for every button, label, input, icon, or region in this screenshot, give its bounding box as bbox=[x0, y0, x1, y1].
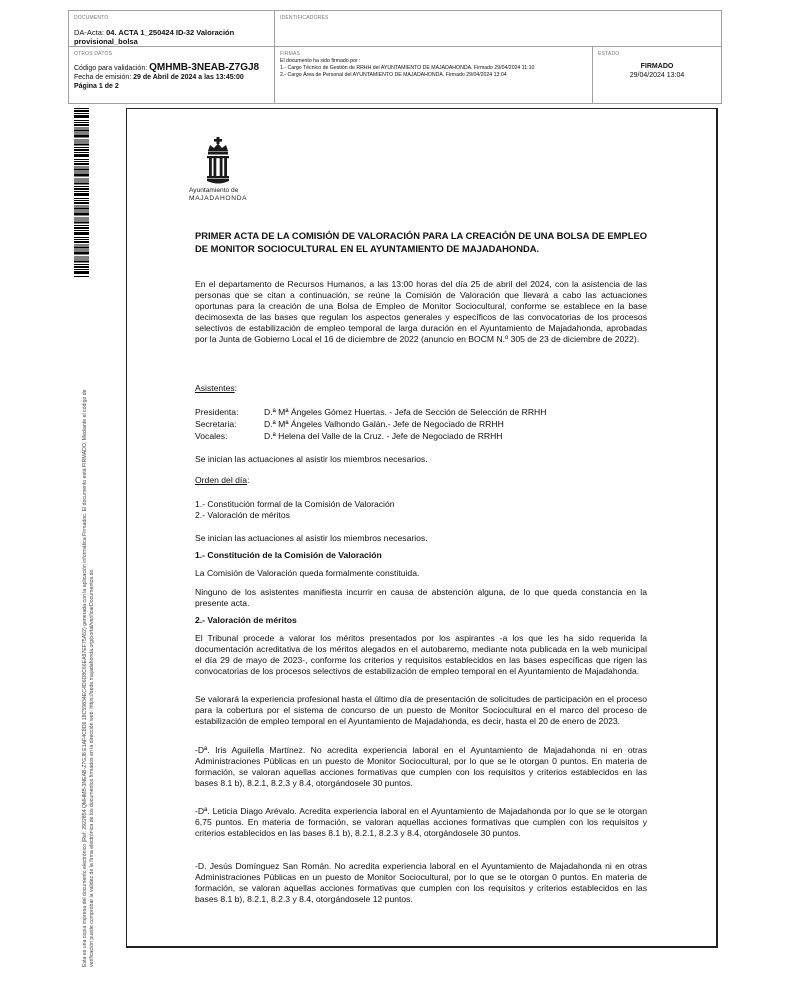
asistentes-heading: Asistentes: bbox=[195, 383, 238, 393]
status-value: FIRMADO bbox=[640, 63, 674, 70]
start-note-1: Se inician las actuaciones al asistir los miembros necesarios. bbox=[195, 454, 428, 464]
section-1-paragraph-2: Ninguno de los asistentes manifiesta incurrir en causa de abstención alguna, de lo que queda constancia en la presente acta. bbox=[195, 587, 647, 608]
header-cell-documento bbox=[69, 11, 275, 47]
signature-1: 1.- Cargo Técnico de Gestión de RRHH del AYUNTAMIENTO DE MAJADAHONDA. Firmado 29/04/2024 11:10 bbox=[280, 65, 535, 71]
coat-of-arms-icon bbox=[203, 137, 233, 185]
header-cell-identificadores bbox=[275, 11, 721, 47]
header-cell-firmas bbox=[275, 47, 593, 103]
logo-line-2: MAJADAHONDA bbox=[189, 195, 248, 202]
barcode-icon bbox=[74, 108, 89, 278]
section-1-paragraph-1: La Comisión de Valoración queda formalmente constituida. bbox=[195, 568, 420, 578]
section-1-title: 1.- Constitución de la Comisión de Valoración bbox=[195, 550, 382, 560]
signature-2: 2.- Cargo Área de Personal del AYUNTAMIENTO DE MAJADAHONDA. Firmado 29/04/2024 13:04 bbox=[280, 72, 507, 78]
orden-heading: Orden del día: bbox=[195, 475, 250, 485]
logo-line-1: Ayuntamiento de bbox=[189, 187, 239, 194]
signatures-intro: El documento ha sido firmado por : bbox=[280, 58, 361, 64]
attendee-role: Presidenta: bbox=[195, 407, 239, 417]
document-page bbox=[126, 108, 718, 948]
side-text-line-2: verificación puede comprobar la validez de la firma electrónica de los documentos firmados en la dirección web: https://sede.majadahonda.org/portal/verificarDocumentos.do bbox=[89, 569, 95, 967]
validation-code: Código para validación: QMHMB-3NEAB-Z7GJ8 bbox=[74, 62, 260, 73]
firmas-label: FIRMAS bbox=[280, 51, 301, 57]
document-name: DA-Acta: 04. ACTA 1_250424 ID-32 Valoración provisional_bolsa bbox=[74, 28, 235, 46]
section-2-title: 2.- Valoración de méritos bbox=[195, 615, 297, 625]
document-header bbox=[68, 10, 722, 104]
header-cell-otros-datos bbox=[69, 47, 275, 103]
estado-label: ESTADO bbox=[598, 51, 620, 57]
municipal-logo bbox=[189, 137, 255, 209]
candidate-paragraph: -Dª. Leticia Diago Arévalo. Acredita experiencia laboral en el Ayuntamiento de Majadahonda por lo que se le otorgan 6,75 puntos. En materia de formación, se valoran aquellas acciones formativas que cumplen con los requisitos y criterios establecidos en las bases 8.1 b), 8.2.1, 8.2.3 y 8.4, otorgándosele 30 puntos. bbox=[195, 806, 647, 838]
side-text-line-1: Esta es una copia impresa del documento electrónico (Ref: 2922854 QMHMB-3NEAB-Z7GJ8 E1AF4C8D6 18C59834EC4D6D8C66EA97EF75A52) generada con la aplicación informática Firmadoc. El documento está FIRMADO. Mediante el código de bbox=[82, 389, 88, 967]
attendee-person: D.ª Mª Ángeles Valhondo Galán.- Jefe de Negociado de RRHH bbox=[264, 419, 504, 429]
document-title: PRIMER ACTA DE LA COMISIÓN DE VALORACIÓN PARA LA CREACIÓN DE UNA BOLSA DE EMPLEO DE MONITOR SOCIOCULTURAL EN EL AYUNTAMIENTO DE MAJADAHONDA. bbox=[195, 230, 647, 254]
attendee-role: Secretaria: bbox=[195, 419, 237, 429]
attendee-person: D.ª Helena del Valle de la Cruz. - Jefe de Negociado de RRHH bbox=[264, 431, 503, 441]
attendee-role: Vocales: bbox=[195, 431, 228, 441]
verification-side-text bbox=[82, 287, 96, 967]
issue-date: Fecha de emisión: 29 de Abril de 2024 a las 13:45:00 bbox=[74, 74, 244, 81]
attendee-person: D.ª Mª Ángeles Gómez Huertas. - Jefa de Sección de Selección de RRHH bbox=[264, 407, 547, 417]
status-date: 29/04/2024 13:04 bbox=[629, 72, 685, 79]
status-badge bbox=[598, 62, 716, 80]
agenda-item: 2.- Valoración de méritos bbox=[195, 510, 290, 520]
candidate-paragraph: -Dª. Iris Aguilella Martínez. No acredita experiencia laboral en el Ayuntamiento de Majadahonda ni en otras Administraciones Públicas en un puesto de Monitor Sociocultural, por lo que se le otorgan 0 puntos. En materia de formación, se valoran aquellas acciones formativas que cumplen con los requisitos y criterios establecidos en las bases 8.1 b), 8.2.1, 8.2.3 y 8.4, otorgándosele 30 puntos. bbox=[195, 745, 647, 788]
start-note-2: Se inician las actuaciones al asistir los miembros necesarios. bbox=[195, 533, 428, 543]
documento-label: DOCUMENTO bbox=[74, 15, 109, 21]
page-count: Página 1 de 2 bbox=[74, 83, 119, 90]
header-cell-estado bbox=[593, 47, 721, 103]
intro-paragraph: En el departamento de Recursos Humanos, a las 13:00 horas del día 25 de abril del 2024, con la asistencia de las personas que se citan a continuación, se reúne la Comisión de Valoración que llevará a cabo las actuaciones oportunas para la creación de una Bolsa de Empleo de Monitor Sociocultural, conforme se establece en la base decimosexta de las bases que regulan los aspectos generales y específicos de las convocatorias de los procesos selectivos de estabilización de empleo temporal de larga duración en el Ayuntamiento de Majadahonda, aprobadas por la Junta de Gobierno Local el 16 de diciembre de 2022 (anuncio en BOCM N.º 305 de 23 de diciembre de 2022). bbox=[195, 279, 647, 344]
candidate-paragraph: -D. Jesús Domínguez San Román. No acredita experiencia laboral en el Ayuntamiento de Majadahonda ni en otras Administraciones Públicas en un puesto de Monitor Sociocultural, por lo que se le otorgan 0 puntos. En materia de formación, se valoran aquellas acciones formativas que cumplen con los requisitos y criterios establecidos en las bases 8.1 b), 8.2.1, 8.2.3 y 8.4, otorgándosele 12 puntos. bbox=[195, 861, 647, 904]
identificadores-label: IDENTIFICADORES bbox=[280, 15, 329, 21]
section-2-paragraph-1: El Tribunal procede a valorar los méritos presentados por los aspirantes -a los que les ha sido requerida la documentación acreditativa de los méritos alegados en el autobaremo, mediante nota publicada en la web municipal el día 29 de mayo de 2023-, conforme los criterios y requisitos establecidos en las bases específicas que rigen las convocatorias de los procesos selectivos de estabilización de empleo temporal en el Ayuntamiento de Majadahonda. bbox=[195, 633, 647, 676]
otros-datos-label: OTROS DATOS bbox=[74, 51, 113, 57]
section-2-paragraph-2: Se valorará la experiencia profesional hasta el último día de presentación de solicitudes de participación en el proceso para la cobertura por el sistema de concurso de un puesto de Monitor Sociocultural en el marco del proceso de estabilización de empleo temporal en el Ayuntamiento de Majadahonda, es decir, hasta el 20 de enero de 2023. bbox=[195, 694, 647, 726]
agenda-item: 1.- Constitución formal de la Comisión de Valoración bbox=[195, 499, 395, 509]
